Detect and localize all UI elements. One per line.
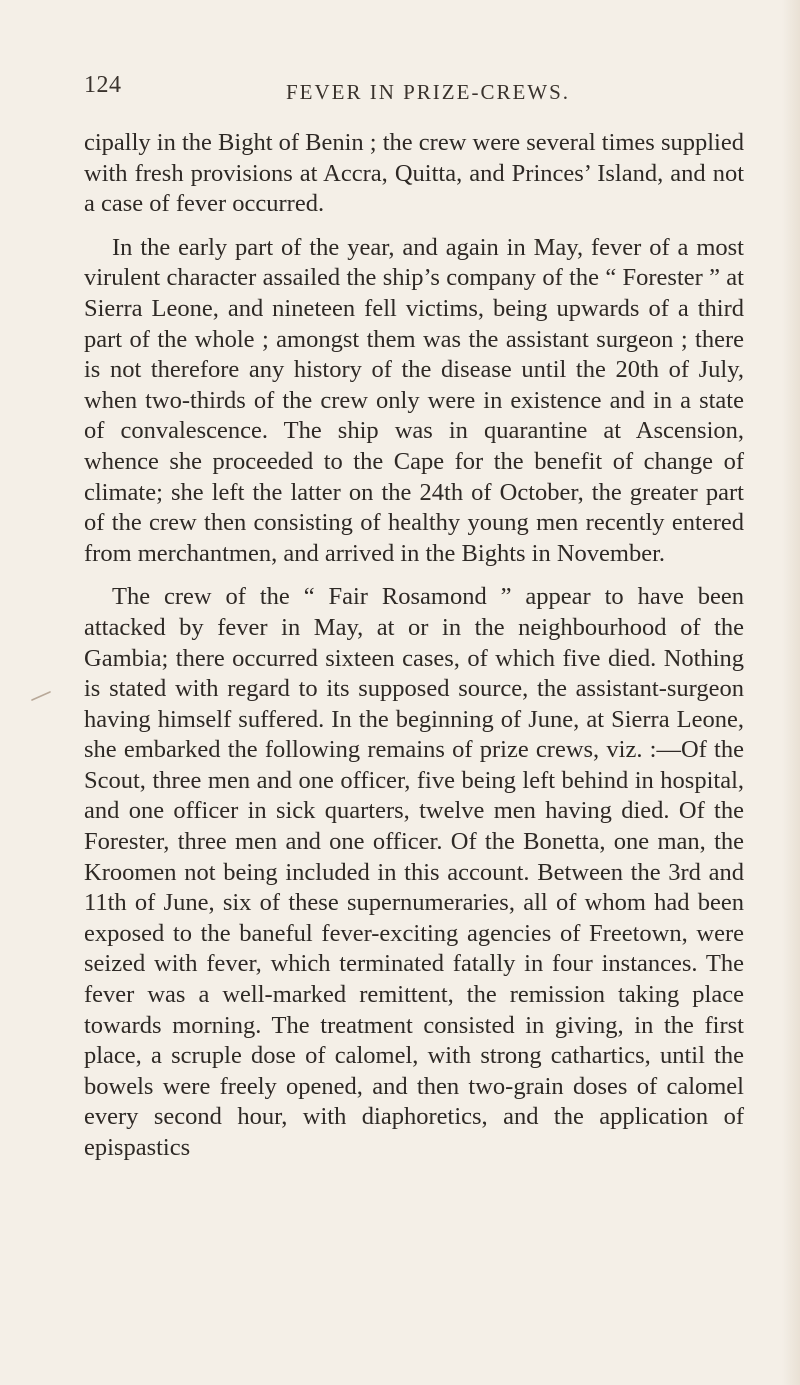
page-header	[84, 72, 724, 112]
body-text	[84, 128, 744, 1164]
paragraph-fair-rosamond: The crew of the “ Fair Rosamond ” appear to have been attacked by fever in May, at or in the neighbourhood of the Gambia; there occurred sixteen cases, of which five died. Nothing is stated with regard to its supposed source, the assistant-surgeon having himself suffered. In the beginning of June, at Sierra Leone, she embarked the following remains of prize crews, viz. :—Of the Scout, three men and one officer, five being left behind in hospital, and one officer in sick quarters, twelve men having died. Of the Forester, three men and one officer. Of the Bonetta, one man, the Kroomen not being included in this account. Between the 3rd and 11th of June, six of these supernumeraries, all of whom had been exposed to the baneful fever-exciting agencies of Freetown, were seized with fever, which terminated fatally in four instances. The fever was a well-marked remittent, the remission taking place towards morning. The treatment consisted in giving, in the first place, a scruple dose of calomel, with strong cathartics, until the bowels were freely opened, and then two-grain doses of calomel every second hour, with diaphoretics, and the application of epispastics	[84, 583, 744, 1161]
paragraph-continuation: cipally in the Bight of Benin ; the crew were several times supplied with fresh provisions at Accra, Quitta, and Princes’ Island, and not a case of fever occurred.	[84, 129, 744, 218]
pencil-mark-icon	[30, 690, 54, 702]
page-number: 124	[84, 72, 122, 98]
paragraph-forester: In the early part of the year, and again in May, fever of a most virulent character assailed the ship’s company of the “ Forester ” at Sierra Leone, and nineteen fell victims, being upwards of a third part of the whole ; amongst them was the assistant surgeon ; there is not therefore any history of the disease until the 20th of July, when two-thirds of the crew only were in existence and in a state of convalescence. The ship was in quarantine at Ascension, whence she proceeded to the Cape for the benefit of change of climate; she left the latter on the 24th of October, the greater part of the crew then consisting of healthy young men recently entered from merchantmen, and arrived in the Bights in November.	[84, 233, 744, 567]
page-edge-shadow	[782, 0, 800, 1385]
running-head: FEVER IN PRIZE-CREWS.	[285, 80, 571, 104]
